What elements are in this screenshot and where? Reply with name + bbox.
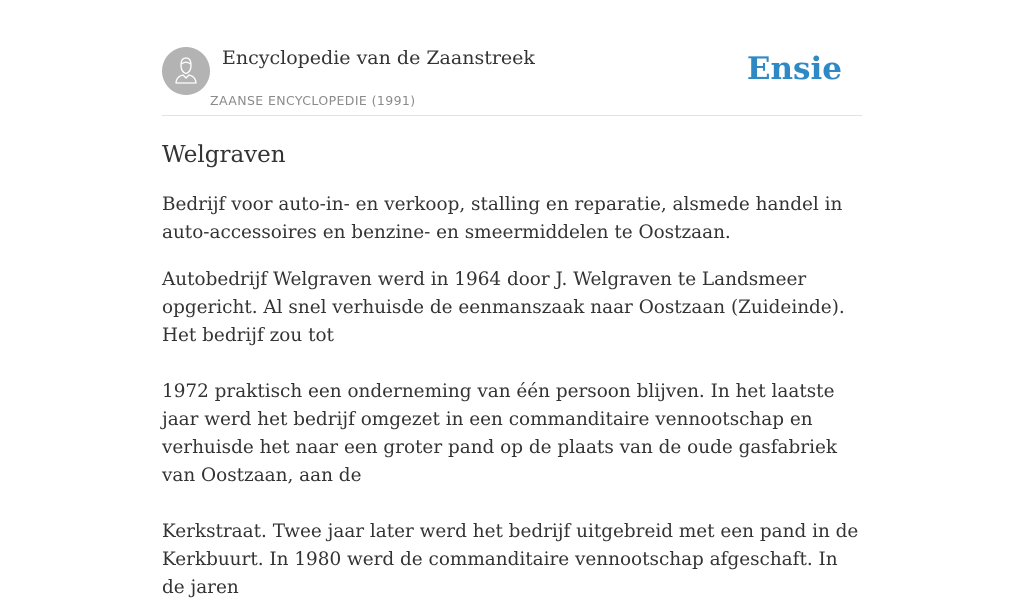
- article-lead: Bedrijf voor auto-in- en verkoop, stalling en reparatie, alsmede handel in auto-accessoires en benzine- en smeermiddelen te Oostzaan.: [162, 194, 843, 243]
- article-title: Welgraven: [162, 142, 286, 168]
- ensie-logo-link[interactable]: Ensie: [746, 51, 842, 87]
- source-title[interactable]: Encyclopedie van de Zaanstreek: [222, 47, 535, 69]
- source-subtitle: ZAANSE ENCYCLOPEDIE (1991): [210, 93, 416, 108]
- article-body: Autobedrijf Welgraven werd in 1964 door J. Welgraven te Landsmeer opgericht. Al snel verhuisde de eenmanszaak naar Oostzaan (Zuideinde). Het bedrijf zou tot 1972 praktisch een onderneming van één persoon blijven. In het laatste jaar werd het bedrijf omgezet in een commanditaire vennootschap en verhuisde het naar een groter pand op de plaats van de oude gasfabriek van Oostzaan, aan de Kerkstraat. Twee jaar later werd het bedrijf uitgebreid met een pand in de Kerkbuurt. In 1980 werd de commanditaire vennootschap afgeschaft. In de jaren: [162, 269, 859, 598]
- user-silhouette-icon: [162, 47, 210, 95]
- source-header: [162, 0, 862, 116]
